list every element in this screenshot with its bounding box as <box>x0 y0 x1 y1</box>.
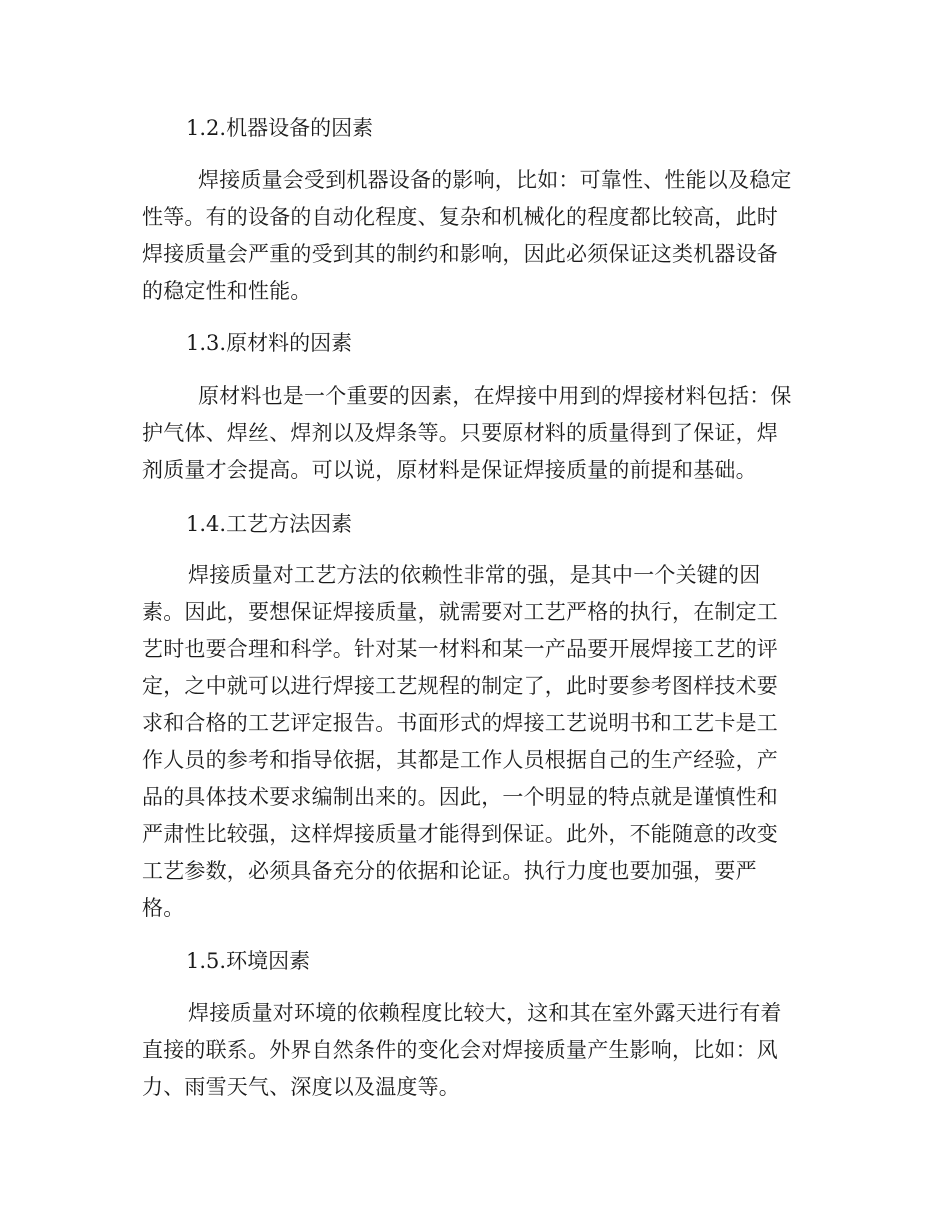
section-heading: 1.3.原材料的因素 <box>186 331 353 355</box>
paragraph-line: 护气体、焊丝、焊剂以及焊条等。只要原材料的质量得到了保证，焊 <box>142 421 778 445</box>
paragraph-line: 直接的联系。外界自然条件的变化会对焊接质量产生影响，比如：风 <box>142 1038 778 1062</box>
paragraph-line: 定，之中就可以进行焊接工艺规程的制定了，此时要参考图样技术要 <box>142 674 778 698</box>
paragraph-line: 焊接质量会严重的受到其的制约和影响，因此必须保证这类机器设备 <box>142 242 778 266</box>
paragraph-line: 焊接质量会受到机器设备的影响，比如：可靠性、性能以及稳定 <box>198 168 792 192</box>
paragraph-line: 格。 <box>142 896 185 920</box>
paragraph-line: 作人员的参考和指导依据，其都是工作人员根据自己的生产经验，产 <box>142 748 778 772</box>
paragraph-line: 焊接质量对环境的依赖程度比较大，这和其在室外露天进行有着 <box>188 1001 782 1025</box>
section-paragraph <box>142 557 822 927</box>
paragraph-line: 原材料也是一个重要的因素，在焊接中用到的焊接材料包括：保 <box>198 384 792 408</box>
section-heading: 1.2.机器设备的因素 <box>186 116 374 140</box>
paragraph-line: 工艺参数，必须具备充分的依据和论证。执行力度也要加强，要严 <box>142 859 757 883</box>
paragraph-line: 焊接质量对工艺方法的依赖性非常的强，是其中一个关键的因 <box>188 563 761 587</box>
paragraph-line: 严肃性比较强，这样焊接质量才能得到保证。此外，不能随意的改变 <box>142 822 778 846</box>
paragraph-line: 求和合格的工艺评定报告。书面形式的焊接工艺说明书和工艺卡是工 <box>142 711 778 735</box>
paragraph-line: 素。因此，要想保证焊接质量，就需要对工艺严格的执行，在制定工 <box>142 600 778 624</box>
paragraph-line: 艺时也要合理和科学。针对某一材料和某一产品要开展焊接工艺的评 <box>142 637 778 661</box>
section-heading: 1.5.环境因素 <box>186 949 311 973</box>
section-paragraph <box>142 378 822 489</box>
paragraph-line: 品的具体技术要求编制出来的。因此，一个明显的特点就是谨慎性和 <box>142 785 778 809</box>
paragraph-line: 剂质量才会提高。可以说，原材料是保证焊接质量的前提和基础。 <box>142 458 757 482</box>
section-paragraph <box>142 162 822 310</box>
paragraph-line: 性等。有的设备的自动化程度、复杂和机械化的程度都比较高，此时 <box>142 205 778 229</box>
section-heading: 1.4.工艺方法因素 <box>186 512 353 536</box>
paragraph-line: 力、雨雪天气、深度以及温度等。 <box>142 1075 460 1099</box>
section-paragraph <box>142 995 822 1106</box>
paragraph-line: 的稳定性和性能。 <box>142 279 312 303</box>
